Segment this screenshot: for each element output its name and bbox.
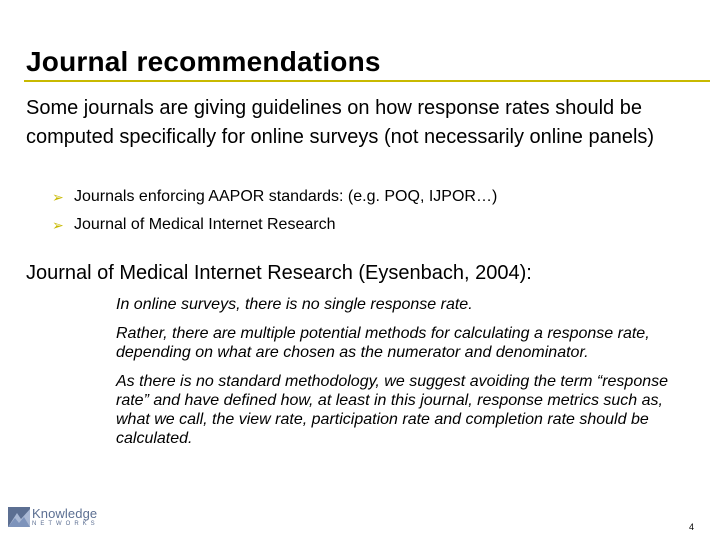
bullet-list	[52, 183, 497, 239]
arrow-bullet-icon: ➢	[52, 217, 64, 233]
slide-title: Journal recommendations	[26, 46, 381, 77]
bullet-text: Journals enforcing AAPOR standards: (e.g. POQ, IJPOR…)	[74, 188, 498, 205]
logo-name: Knowledge	[32, 506, 98, 521]
logo-mark-icon	[8, 507, 30, 527]
knowledge-networks-logo	[8, 505, 118, 529]
intro-text: Some journals are giving guidelines on how response rates should be computed specifically for online surveys (not necessarily online panels)	[26, 97, 655, 148]
quote-paragraph: In online surveys, there is no single response rate.	[116, 296, 473, 313]
page-number: 4	[688, 522, 694, 532]
quote-paragraph: Rather, there are multiple potential methods for calculating a response rate, depending on what are chosen as the numerator and denominator.	[116, 325, 650, 361]
title-underline	[24, 80, 710, 82]
quote-block	[116, 295, 676, 458]
quote-paragraph: As there is no standard methodology, we suggest avoiding the term “response rate” and have defined how, at least in this journal, response metrics such as, what we call, the view rate, participation rate and completion rate should be calculated.	[116, 373, 669, 447]
logo-subtitle: NETWORKS	[32, 521, 99, 527]
bullet-text: Journal of Medical Internet Research	[74, 216, 336, 233]
bullet-item	[52, 211, 497, 239]
citation-heading: Journal of Medical Internet Research (Eysenbach, 2004):	[26, 262, 532, 284]
arrow-bullet-icon: ➢	[52, 189, 64, 205]
bullet-item	[52, 183, 497, 211]
